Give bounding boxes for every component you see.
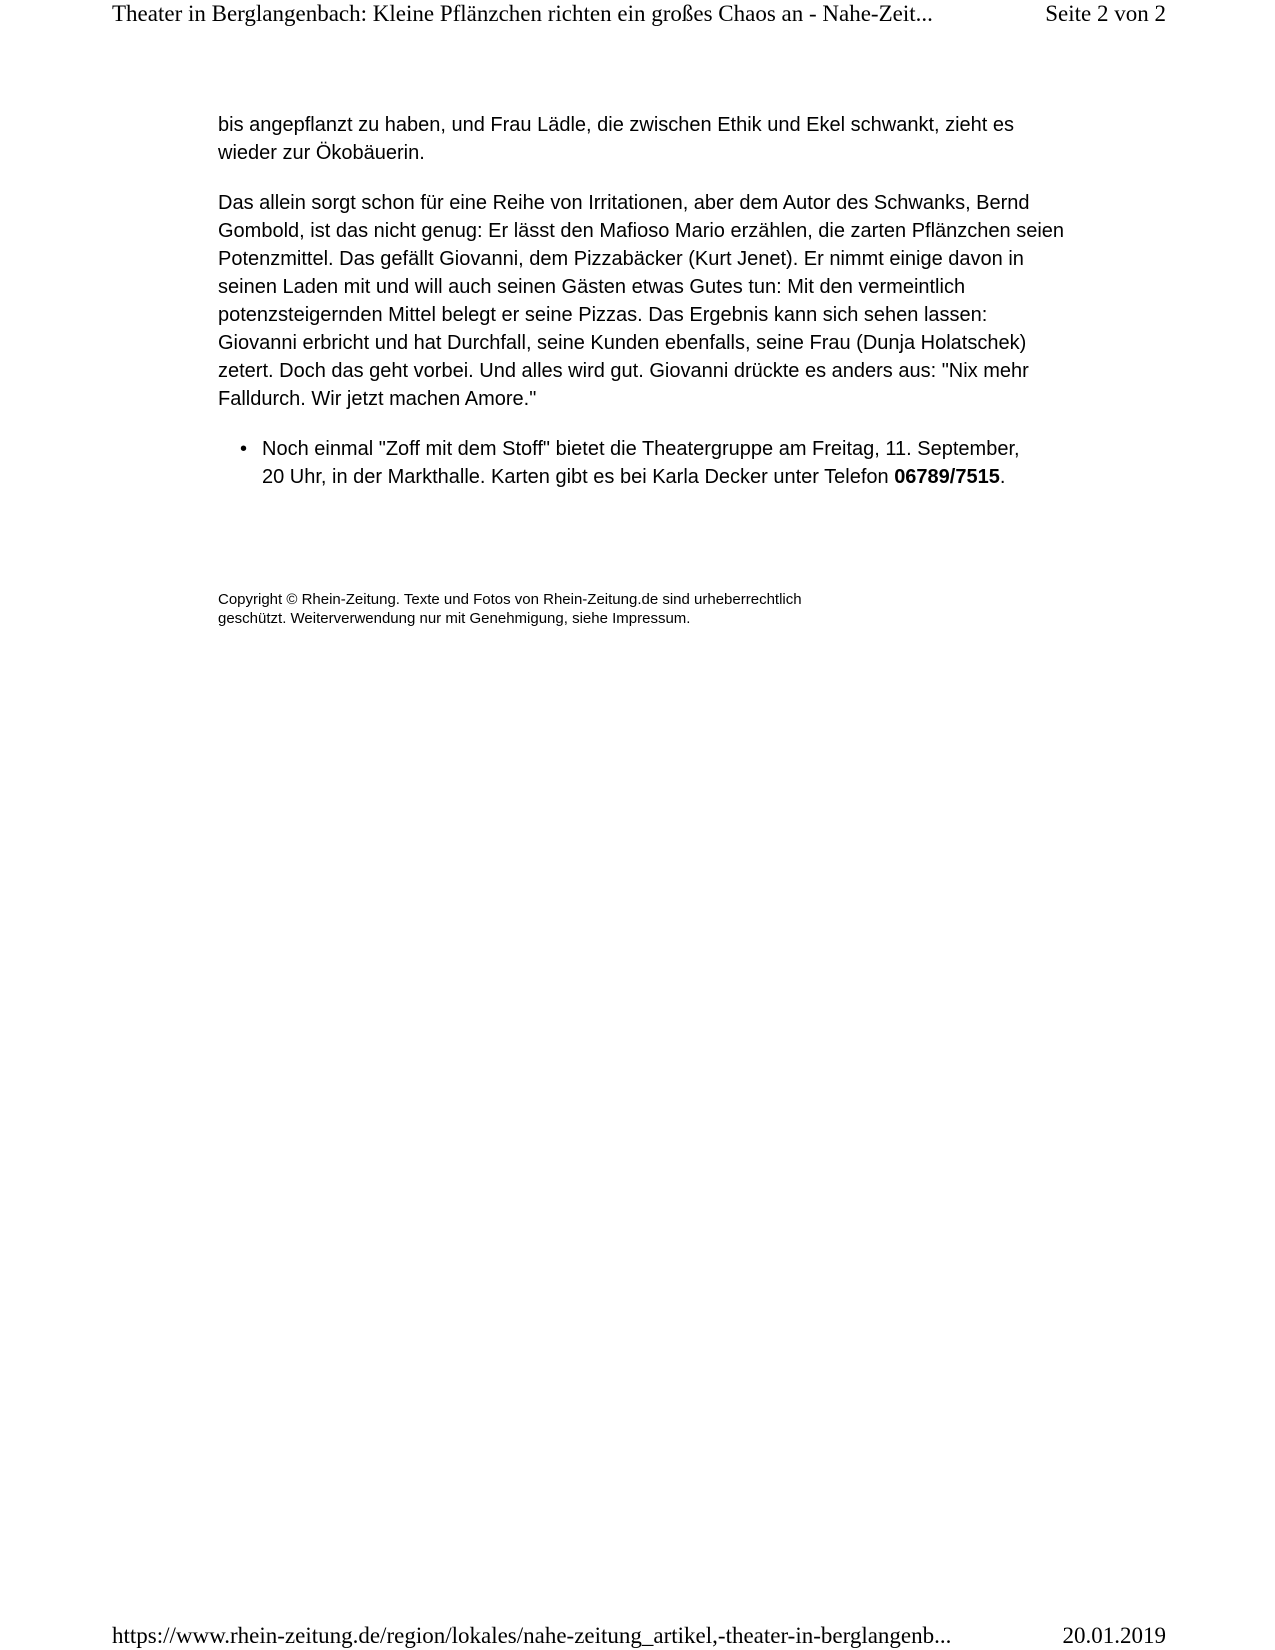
print-date: 20.01.2019 <box>1062 1623 1166 1648</box>
event-info-text: Noch einmal "Zoff mit dem Stoff" bietet die Theatergruppe am Freitag, 11. September, 20 Uhr, in der Markthalle. Karten gibt es bei Karla Decker unter Telefon <box>262 438 1020 488</box>
event-info-item <box>218 435 1022 491</box>
article-body <box>218 111 1068 491</box>
article-paragraph: Das allein sorgt schon für eine Reihe von Irritationen, aber dem Autor des Schwanks, Bernd Gombold, ist das nicht genug: Er lässt den Mafioso Mario erzählen, die zarten Pflänzchen seien Potenzmittel. Das gefällt Giovanni, dem Pizzabäcker (Kurt Jenet). Er nimmt einige davon in seinen Laden mit und will auch seinen Gästen etwas Gutes tun: Mit den vermeintlich potenzsteigernden Mittel belegt er seine Pizzas. Das Ergebnis kann sich sehen lassen: Giovanni erbricht und hat Durchfall, seine Kunden ebenfalls, seine Frau (Dunja Holatschek) zetert. Doch das geht vorbei. Und alles wird gut. Giovanni drückte es anders aus: "Nix mehr Falldurch. Wir jetzt machen Amore." <box>218 192 1065 410</box>
article-paragraph: bis angepflanzt zu haben, und Frau Lädle, die zwischen Ethik und Ekel schwankt, zieht es wieder zur Ökobäuerin. <box>218 114 1015 164</box>
copyright-line: geschützt. Weiterverwendung nur mit Genehmigung, siehe Impressum. <box>218 610 691 627</box>
copyright-notice <box>218 590 918 628</box>
print-header <box>112 0 1166 32</box>
source-url: https://www.rhein-zeitung.de/region/lokales/nahe-zeitung_artikel,-theater-in-berglangenb... <box>112 1623 952 1648</box>
print-footer <box>112 1622 1166 1650</box>
bullet-icon: • <box>240 438 248 460</box>
event-info-list <box>218 435 1068 491</box>
page-indicator: Seite 2 von 2 <box>1045 1 1166 26</box>
event-info-end: . <box>999 466 1006 488</box>
copyright-line: Copyright © Rhein-Zeitung. Texte und Fotos von Rhein-Zeitung.de sind urheberrechtlich <box>218 591 802 608</box>
page-title: Theater in Berglangenbach: Kleine Pflänzchen richten ein großes Chaos an - Nahe-Zeit... <box>112 1 933 26</box>
phone-number: 06789/7515 <box>894 466 1000 488</box>
